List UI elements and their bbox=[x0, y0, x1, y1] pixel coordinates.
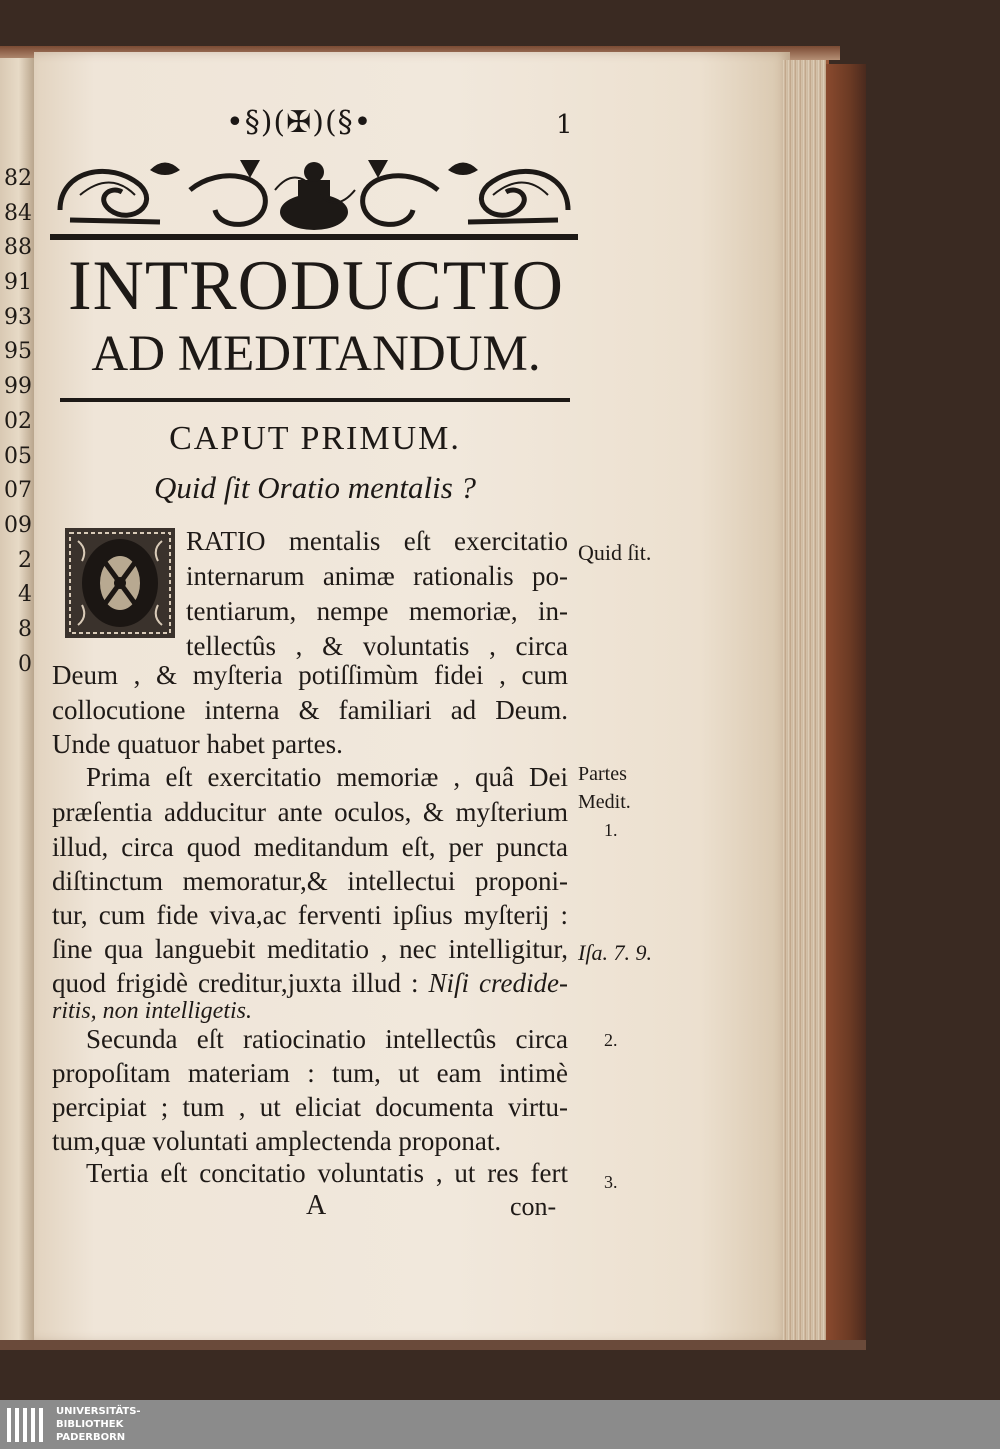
title-line-1: INTRODUCTIO bbox=[67, 247, 565, 325]
body-line: illud, circa quod meditandum eſt, per puncta bbox=[52, 832, 568, 862]
body-italic-text: Niſi credide- bbox=[428, 968, 568, 998]
previous-page-number: 91 bbox=[4, 270, 32, 296]
previous-page-number: 84 bbox=[4, 200, 32, 226]
body-line: percipiat ; tum , ut eliciat documenta virtu- bbox=[52, 1092, 568, 1122]
body-line: collocutione interna & familiari ad Deum. bbox=[52, 695, 568, 725]
body-line: Deum , & myſteria potiſſimùm fidei , cum bbox=[52, 660, 568, 690]
body-line: Unde quatuor habet partes. bbox=[52, 729, 343, 759]
body-line: diſtinctum memoratur,& intellectui proponi- bbox=[52, 866, 568, 896]
body-line: tur, cum fide viva,ac ferventi ipſius myſterij : bbox=[52, 900, 568, 930]
marginal-note-partes: Partes bbox=[578, 763, 627, 785]
body-line: præſentia adducitur ante oculos, & myſterium bbox=[52, 797, 568, 827]
library-name-line-2: BIBLIOTHEK bbox=[56, 1419, 124, 1430]
previous-page-number: 95 bbox=[4, 339, 32, 365]
library-name-line-3: PADERBORN bbox=[56, 1432, 126, 1443]
body-line: RATIO mentalis eſt exercitatio bbox=[186, 526, 568, 556]
book-bottom-edge bbox=[0, 1340, 866, 1350]
page-edges bbox=[782, 60, 829, 1345]
library-name-line-1: UNIVERSITÄTS- bbox=[56, 1406, 141, 1417]
library-name bbox=[56, 1405, 141, 1444]
body-line: propoſitam materiam : tum, ut eam intimè bbox=[52, 1058, 568, 1088]
previous-page-number: 93 bbox=[4, 304, 32, 330]
chapter-question: Quid ſit Oratio mentalis ? bbox=[153, 470, 477, 505]
marginal-note-quid-sit: Quid ſit. bbox=[578, 540, 652, 565]
catchword: con- bbox=[510, 1192, 557, 1221]
decorated-initial-o bbox=[64, 527, 176, 639]
marginal-note-medit: Medit. bbox=[578, 791, 631, 813]
body-text: quod frigidè creditur,juxta illud : bbox=[52, 968, 429, 998]
signature-mark: A bbox=[306, 1190, 327, 1221]
page-number: 1 bbox=[556, 110, 573, 140]
book-cover-edge bbox=[826, 64, 866, 1342]
headpiece-ornament bbox=[50, 150, 578, 242]
marginal-note-1: 1. bbox=[604, 820, 618, 840]
running-head-ornament: •§)(✠)(§• bbox=[226, 105, 373, 140]
body-line: ſine qua languebit meditatio , nec intelligitur, bbox=[52, 934, 568, 964]
body-line: Secunda eſt ratiocinatio intellectûs circa bbox=[86, 1024, 568, 1054]
body-line: tum,quæ voluntati amplectenda proponat. bbox=[52, 1126, 502, 1156]
body-line: Tertia eſt concitatio voluntatis , ut res fert bbox=[86, 1158, 568, 1188]
previous-page-number: 07 bbox=[4, 478, 32, 504]
previous-page-number: 09 bbox=[4, 512, 32, 538]
previous-page-number: 88 bbox=[4, 235, 32, 261]
library-logo-icon bbox=[5, 1404, 49, 1446]
chapter-heading: CAPUT PRIMUM. bbox=[169, 420, 461, 457]
body-line: Prima eſt exercitatio memoriæ , quâ Dei bbox=[86, 762, 568, 792]
library-footer bbox=[0, 1400, 1000, 1449]
marginal-note-3: 3. bbox=[604, 1172, 618, 1192]
previous-page-number: 4 bbox=[18, 582, 32, 608]
previous-page-number: 05 bbox=[4, 443, 32, 469]
previous-page-numbers bbox=[0, 162, 32, 682]
body-line: tellectûs , & voluntatis , circa bbox=[186, 631, 568, 661]
body-line: tentiarum, nempe memoriæ, in- bbox=[186, 596, 568, 626]
previous-page-number: 0 bbox=[18, 651, 32, 677]
body-line: internarum animæ rationalis po- bbox=[186, 561, 568, 591]
previous-page-number: 2 bbox=[18, 547, 32, 573]
body-line-italic: ritis, non intelligetis. bbox=[52, 998, 253, 1024]
title-rule bbox=[60, 398, 570, 402]
previous-page-number: 8 bbox=[18, 616, 32, 642]
previous-page-number: 02 bbox=[4, 408, 32, 434]
previous-page-number: 99 bbox=[4, 374, 32, 400]
title-line-2: AD MEDITANDUM. bbox=[91, 326, 541, 382]
previous-page-number: 82 bbox=[4, 166, 32, 191]
marginal-note-isaiah: Iſa. 7. 9. bbox=[578, 940, 652, 965]
marginal-note-2: 2. bbox=[604, 1030, 618, 1050]
